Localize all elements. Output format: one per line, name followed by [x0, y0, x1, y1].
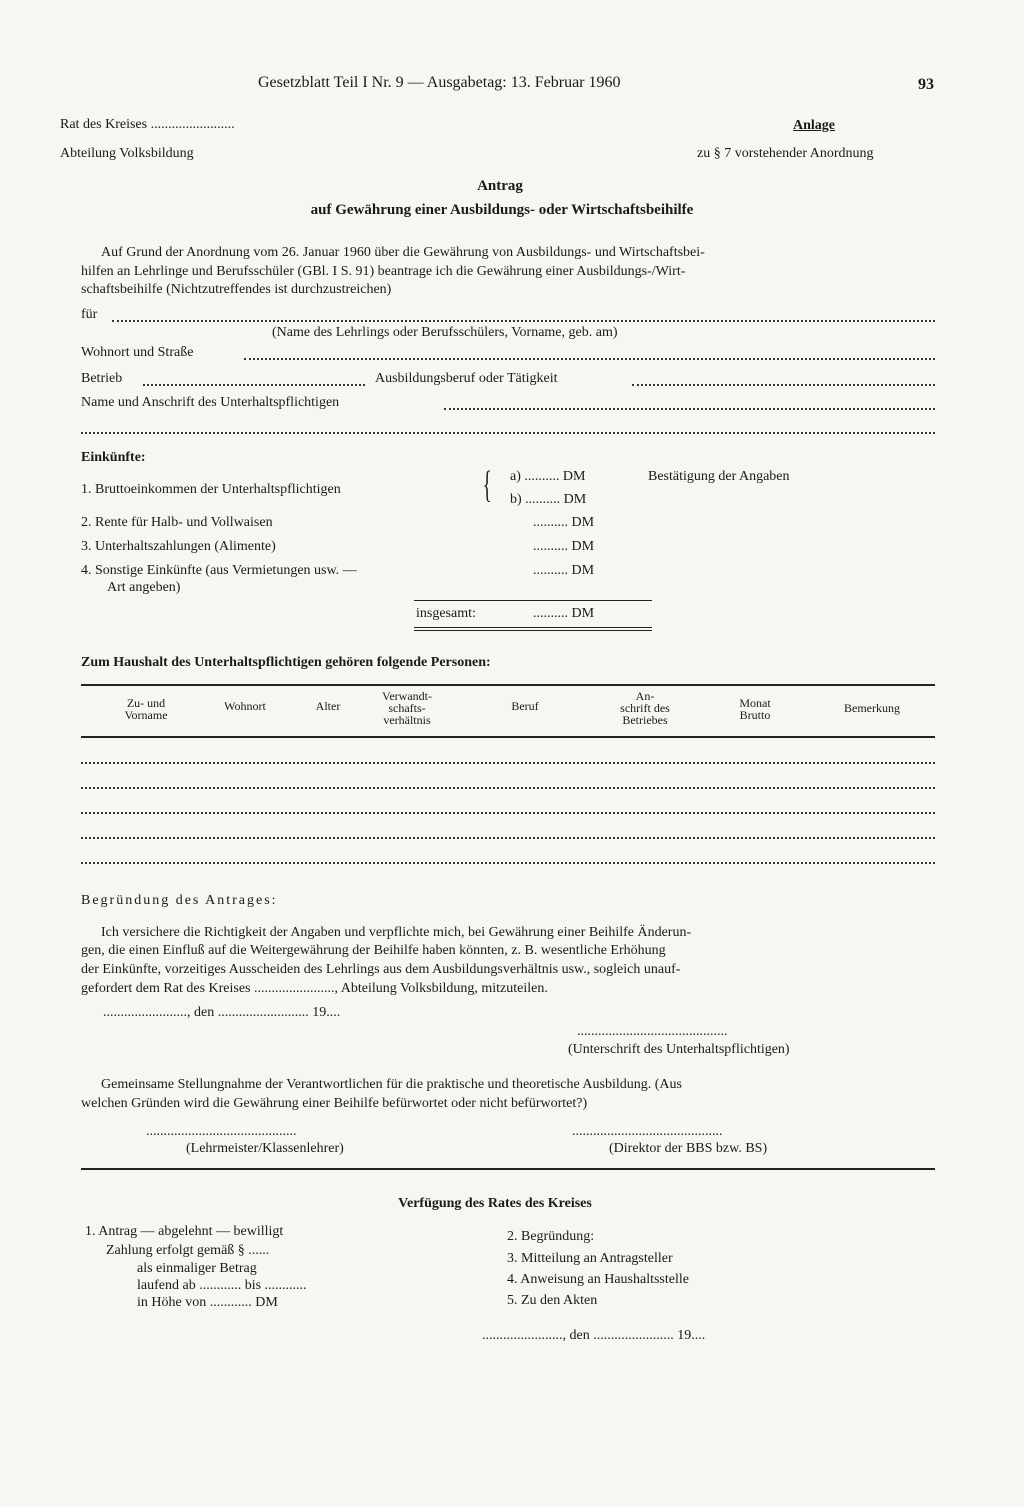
income-a-field[interactable]: a) .......... DM: [510, 469, 586, 484]
abteilung-label: Abteilung Volksbildung: [60, 146, 194, 161]
begruendung-line-3: der Einkünfte, vorzeitiges Ausscheiden des Lehrlings aus dem Ausbildungsverhältnis usw., sogleich unauf-: [81, 962, 681, 977]
income-b-field[interactable]: b) .......... DM: [510, 492, 587, 507]
bestaetigung-label: Bestätigung der Angaben: [648, 469, 790, 484]
wohnort-input[interactable]: [244, 358, 935, 360]
rat-des-kreises-field[interactable]: Rat des Kreises ........................: [60, 117, 235, 132]
income-2-field[interactable]: .......... DM: [533, 515, 595, 530]
date-place-field[interactable]: ........................, den .......................... 19....: [103, 1005, 341, 1020]
income-item-4: 4. Sonstige Einkünfte (aus Vermietungen usw. —: [81, 563, 357, 578]
table-header-rule: [81, 736, 935, 738]
income-4-field[interactable]: .......... DM: [533, 563, 595, 578]
table-row[interactable]: [81, 837, 935, 839]
zahlung-field[interactable]: Zahlung erfolgt gemäß § ......: [106, 1243, 270, 1258]
verfuegung-item-4: 4. Anweisung an Haushaltsstelle: [507, 1272, 689, 1287]
income-item-2: 2. Rente für Halb- und Vollwaisen: [81, 515, 273, 530]
unterhalt-input[interactable]: [444, 408, 935, 410]
begruendung-line-2: gen, die einen Einfluß auf die Weitergewährung der Beihilfe haben könnten, z. B. wesentliche Erhöhung: [81, 943, 666, 958]
income-item-3: 3. Unterhaltszahlungen (Alimente): [81, 539, 276, 554]
household-heading: Zum Haushalt des Unterhaltspflichtigen gehören folgende Personen:: [81, 655, 491, 670]
fuer-input[interactable]: [112, 320, 935, 322]
begruendung-line-4: gefordert dem Rat des Kreises ......................., Abteilung Volksbildung, mitzuteilen.: [81, 981, 548, 996]
page-number: 93: [918, 76, 934, 93]
brace-icon: {: [482, 464, 492, 506]
verfuegung-item-5: 5. Zu den Akten: [507, 1293, 598, 1308]
col-header-beruf: Beruf: [511, 699, 539, 713]
total-rule-2: [414, 630, 652, 631]
total-label: insgesamt:: [416, 606, 476, 621]
intro-line-3: schaftsbeihilfe (Nichtzutreffendes ist durchzustreichen): [81, 282, 392, 297]
table-row[interactable]: [81, 862, 935, 864]
table-row[interactable]: [81, 812, 935, 814]
total-rule-1: [414, 627, 652, 628]
unterhalt-label: Name und Anschrift des Unterhaltspflichtigen: [81, 395, 340, 410]
section-divider: [81, 1168, 935, 1170]
total-field[interactable]: .......... DM: [533, 606, 595, 621]
col-header-alter: Alter: [315, 699, 341, 713]
wohnort-label: Wohnort und Straße: [81, 345, 194, 360]
betrieb-input[interactable]: [143, 384, 365, 386]
stellungnahme-line-2: welchen Gründen wird die Gewährung einer Beihilfe befürwortet oder nicht befürwortet?): [81, 1096, 588, 1111]
verfuegung-item-3: 3. Mitteilung an Antragsteller: [507, 1251, 673, 1266]
intro-line-1: Auf Grund der Anordnung vom 26. Januar 1960 über die Gewährung von Ausbildungs- und Wirtschaftsbei-: [101, 245, 705, 260]
direktor-signature-field[interactable]: ...........................................: [572, 1124, 723, 1139]
einmalig-option[interactable]: als einmaliger Betrag: [137, 1261, 257, 1276]
unterhalt-input-2[interactable]: [81, 432, 935, 434]
lehrmeister-label: (Lehrmeister/Klassenlehrer): [186, 1141, 344, 1156]
begruendung-line-1: Ich versichere die Richtigkeit der Angaben und verpflichte mich, bei Gewährung einer Beihilfe Änderun-: [101, 925, 692, 940]
beruf-label: Ausbildungsberuf oder Tätigkeit: [375, 371, 558, 386]
income-item-1: 1. Bruttoeinkommen der Unterhaltspflichtigen: [81, 482, 341, 497]
table-row[interactable]: [81, 787, 935, 789]
anlage-label: Anlage: [793, 118, 835, 133]
col-header-brutto: Monat Brutto: [739, 696, 771, 722]
anlage-reference: zu § 7 vorstehender Anordnung: [697, 146, 874, 161]
col-header-wohnort: Wohnort: [224, 699, 266, 713]
verfuegung-date-field[interactable]: ......................., den ....................... 19....: [482, 1328, 706, 1343]
col-header-anschrift: An- schrift des Betriebes: [620, 689, 670, 727]
verfuegung-heading: Verfügung des Rates des Kreises: [398, 1196, 592, 1211]
signature-field[interactable]: ...........................................: [577, 1024, 728, 1039]
signature-label: (Unterschrift des Unterhaltspflichtigen): [568, 1042, 790, 1057]
form-subtitle: auf Gewährung einer Ausbildungs- oder Wirtschaftsbeihilfe: [310, 202, 694, 218]
beruf-input[interactable]: [632, 384, 935, 386]
verfuegung-item-2: 2. Begründung:: [507, 1229, 595, 1244]
fuer-label: für: [81, 307, 98, 322]
laufend-field[interactable]: laufend ab ............ bis ............: [137, 1278, 307, 1293]
col-header-bemerkung: Bemerkung: [844, 701, 900, 715]
income-item-4-cont: Art angeben): [107, 580, 181, 595]
income-heading: Einkünfte:: [81, 450, 146, 465]
form-title: Antrag: [477, 178, 523, 194]
begruendung-heading: Begründung des Antrages:: [81, 893, 278, 908]
lehrmeister-signature-field[interactable]: ...........................................: [146, 1124, 297, 1139]
total-top-rule: [414, 600, 652, 601]
col-header-name: Zu- und Vorname: [124, 696, 168, 722]
income-3-field[interactable]: .......... DM: [533, 539, 595, 554]
col-header-verwandtschaft: Verwandt- schafts- verhältnis: [382, 689, 432, 727]
table-row[interactable]: [81, 762, 935, 764]
name-hint: (Name des Lehrlings oder Berufsschülers, Vorname, geb. am): [272, 325, 618, 340]
table-top-rule: [81, 684, 935, 686]
verfuegung-item-1: 1. Antrag — abgelehnt — bewilligt: [85, 1224, 284, 1239]
stellungnahme-line-1: Gemeinsame Stellungnahme der Verantwortlichen für die praktische und theoretische Ausbildung. (Aus: [101, 1077, 682, 1092]
running-title: Gesetzblatt Teil I Nr. 9 — Ausgabetag: 13. Februar 1960: [258, 74, 621, 91]
betrieb-label: Betrieb: [81, 371, 123, 386]
direktor-label: (Direktor der BBS bzw. BS): [609, 1141, 768, 1156]
hoehe-field[interactable]: in Höhe von ............ DM: [137, 1295, 278, 1310]
intro-line-2: hilfen an Lehrlinge und Berufsschüler (GBl. I S. 91) beantrage ich die Gewährung einer Ausbildungs-/Wirt-: [81, 264, 686, 279]
